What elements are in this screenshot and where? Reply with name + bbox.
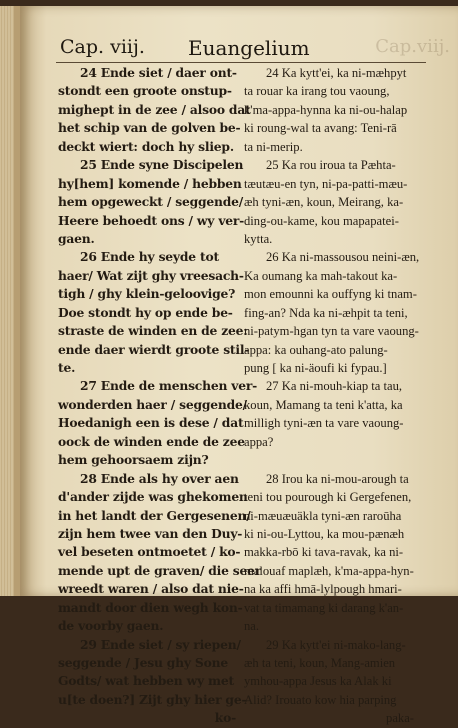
- formosan-text-line: na.: [244, 619, 260, 634]
- formosan-text-line: æh ta teni, koun, Mang-amien: [244, 656, 396, 670]
- formosan-text-line: ni-mæuæuäkla tyni-æn raroūha: [244, 508, 402, 523]
- formosan-text-line: tæutæu-en tyn, ni-pa-patti-mæu-: [244, 176, 408, 191]
- formosan-text-line: pung [ ka ni-äoufi ki fypau.]: [244, 361, 387, 375]
- dutch-text-line: te.: [58, 360, 76, 375]
- dutch-text-line: 29 Ende siet / sy riepen/: [80, 636, 241, 652]
- dutch-text-line: straste de winden en de zee:: [58, 323, 248, 339]
- formosan-text-line: 27 Ka ni-mouh-kiap ta tau,: [266, 379, 403, 394]
- dutch-text-line: deckt wiert: doch hy sliep.: [58, 138, 234, 154]
- dutch-text-line: stondt een groote onstup-: [58, 83, 232, 99]
- formosan-text-line: ta ni-merip.: [244, 139, 303, 154]
- dutch-text-line: mighept in de zee / alsoo dat: [58, 101, 251, 117]
- formosan-text-line: paka-: [386, 711, 414, 726]
- formosan-text-line: mon emounni ka ouffyng ki tnam-: [244, 287, 417, 302]
- formosan-text-line: koun, Mamang ta teni k'atta, ka: [244, 397, 403, 412]
- formosan-text-line: 25 Ka rou iroua ta Pæhta-: [266, 158, 396, 173]
- formosan-text-line: æh tyni-æn, koun, Meirang, ka-: [244, 195, 404, 210]
- dutch-text-line: haer/ Wat zijt ghy vreesach-: [58, 267, 244, 283]
- formosan-text-line: [244, 451, 414, 469]
- formosan-text-line: Ka oumang ka mah-takout ka-: [244, 268, 398, 283]
- dutch-text-line: mende upt de graven/ die seer: [58, 562, 262, 578]
- header-rule: [56, 62, 426, 63]
- dutch-text-line: ko-: [214, 710, 236, 726]
- formosan-text-line: ni-patym-hgan tyn ta vare vaoung-: [244, 324, 419, 339]
- dutch-text-line: gaen.: [58, 230, 95, 246]
- dutch-text-line: 27 Ende de menschen ver-: [80, 378, 258, 394]
- dutch-text-line: 24 Ende siet / daer ont-: [80, 65, 237, 80]
- formosan-text-line: appa?: [244, 434, 274, 449]
- bleed-through-text: Cap.viij.: [375, 36, 450, 57]
- formosan-text-line: 24 Ka kytt'ei, ka ni-mæhpyt: [266, 66, 407, 80]
- formosan-text-line: vat ta timamang ki darang k'an-: [244, 600, 404, 615]
- dutch-text-line: hem opgeweckt / seggende/: [58, 194, 244, 210]
- dutch-text-line: 28 Ende als hy over aen: [80, 470, 239, 486]
- dutch-text-line: in het landt der Gergesenen/: [58, 507, 251, 523]
- dutch-text-line: de voorby gaen.: [58, 618, 164, 634]
- dutch-text-line: wonderden haer / seggende/: [58, 396, 247, 412]
- dutch-text-line: het schip van de golven be-: [58, 120, 241, 136]
- dutch-text-line: seggende / Jesu ghy Sone: [58, 655, 228, 670]
- formosan-text-line: k'ma-appa-hynna ka ni-ou-halap: [244, 102, 408, 117]
- dutch-text-line: mandt door dien wegh kon-: [58, 599, 243, 615]
- chapter-label: Cap. viij.: [60, 36, 145, 58]
- dutch-text-line: hem gehoorsaem zijn?: [58, 452, 209, 468]
- running-header: [60, 36, 440, 62]
- dutch-text-line: Godts/ wat hebben wy met: [58, 673, 234, 689]
- formosan-text-line: kytta.: [244, 231, 273, 246]
- formosan-text-line: ding-ou-kame, kou mapapatei-: [244, 213, 399, 228]
- formosan-text-line: ki roung-wal ta avang: Teni-rā: [244, 121, 397, 136]
- formosan-text-line: 29 Ka kytt'ei ni-mako-lang-: [266, 637, 406, 652]
- dutch-text-line: zijn hem twee van den Duy-: [58, 525, 243, 541]
- dutch-text-line: Hoedanigh een is dese / dat: [58, 415, 244, 431]
- formosan-text-line: milligh tyni-æn ta vare vaoung-: [244, 416, 404, 431]
- formosan-text-line: makka-rbō ki tava-ravak, ka ni-: [244, 545, 404, 560]
- formosan-text-line: teni tou pourough ki Gergefenen,: [244, 490, 412, 505]
- page-edge: [0, 6, 14, 596]
- dutch-text-line: oock de winden ende de zee: [58, 433, 245, 449]
- formosan-text-line: fing-an? Nda ka ni-æhpit ta teni,: [244, 305, 408, 320]
- formosan-text-line: na ka affi hmā-lylpough hmari-: [244, 582, 402, 597]
- dutch-text-line: Heere behoedt ons / wy ver-: [58, 212, 245, 228]
- formosan-text-line: ta rouar ka irang tou vaoung,: [244, 84, 390, 99]
- dutch-text-line: u[te doen?] Zijt ghy hier ge-: [58, 691, 247, 707]
- formosan-text-line: appa: ka ouhang-ato palung-: [244, 342, 388, 357]
- dutch-text-line: ende daer wierdt groote stil-: [58, 341, 250, 357]
- dutch-text-line: d'ander zijde was ghekomen: [58, 489, 248, 505]
- dutch-text-line: vel beseten ontmoetet / ko-: [58, 544, 241, 560]
- formosan-column: [244, 64, 420, 728]
- dutch-text-line: 26 Ende hy seyde tot: [80, 249, 219, 265]
- dutch-text-line: wreedt waren / also dat nie-: [58, 581, 244, 597]
- dutch-text-line: hy[hem] komende / hebben: [58, 175, 242, 191]
- dutch-text-line: tigh / ghy klein-geloovige?: [58, 286, 236, 302]
- dutch-text-line: Doe stondt hy op ende be-: [58, 304, 233, 320]
- formosan-text-line: ki ni-ou-Lyttou, ka mou-pænæh: [244, 526, 405, 541]
- formosan-text-line: 28 Irou ka ni-mou-arough ta: [266, 471, 409, 486]
- formosan-text-line: Alid? Irouato kow hia parping: [244, 692, 397, 707]
- formosan-text-line: 26 Ka ni-massousou neini-æn,: [266, 250, 420, 265]
- formosan-text-line: malouaf maplæh, k'ma-appa-hyn-: [244, 563, 414, 578]
- dutch-text-line: 25 Ende syne Discipelen: [80, 157, 244, 173]
- formosan-text-line: ymhou-appa Jesus ka Alak ki: [244, 674, 392, 689]
- page-title: Euangelium: [188, 36, 310, 60]
